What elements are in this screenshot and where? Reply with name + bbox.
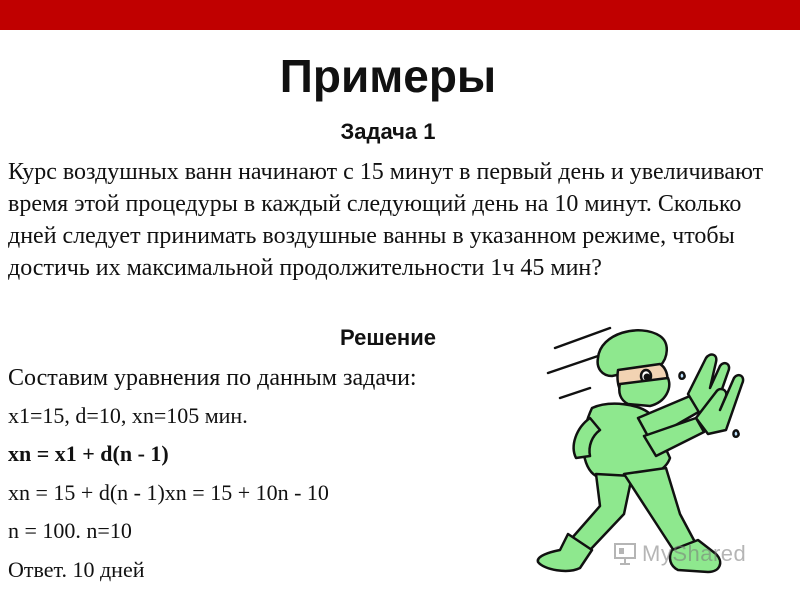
solution-line-result: n = 100. n=10 [8, 518, 132, 543]
solution-line-intro: Составим уравнения по данным задачи: [8, 365, 417, 391]
task-heading: Задача 1 [340, 119, 436, 144]
task-text: Курс воздушных ванн начинают с 15 минут в первый день и увеличивают время этой процедуры в каждый следующий день на 10 минут. Сколько дней следует принимать воздушные ванны в указанном режиме, чтобы достичь их максимальной продолжительности 1ч 45 мин? [8, 159, 764, 281]
watermark [612, 540, 746, 568]
solution-line-given: x1=15, d=10, xn=105 мин. [8, 403, 248, 428]
slide-title: Примеры [279, 50, 497, 102]
solution-line-formula: xn = x1 + d(n - 1) [8, 441, 169, 466]
solution-line-substitution: xn = 15 + d(n - 1)xn = 15 + 10n - 10 [8, 480, 329, 505]
top-accent-bar [0, 0, 800, 30]
solution-line-answer: Ответ. 10 дней [8, 557, 145, 582]
solution-heading: Решение [340, 325, 436, 350]
watermark-text: MyShared [642, 541, 747, 566]
presentation-board-icon [612, 541, 638, 567]
